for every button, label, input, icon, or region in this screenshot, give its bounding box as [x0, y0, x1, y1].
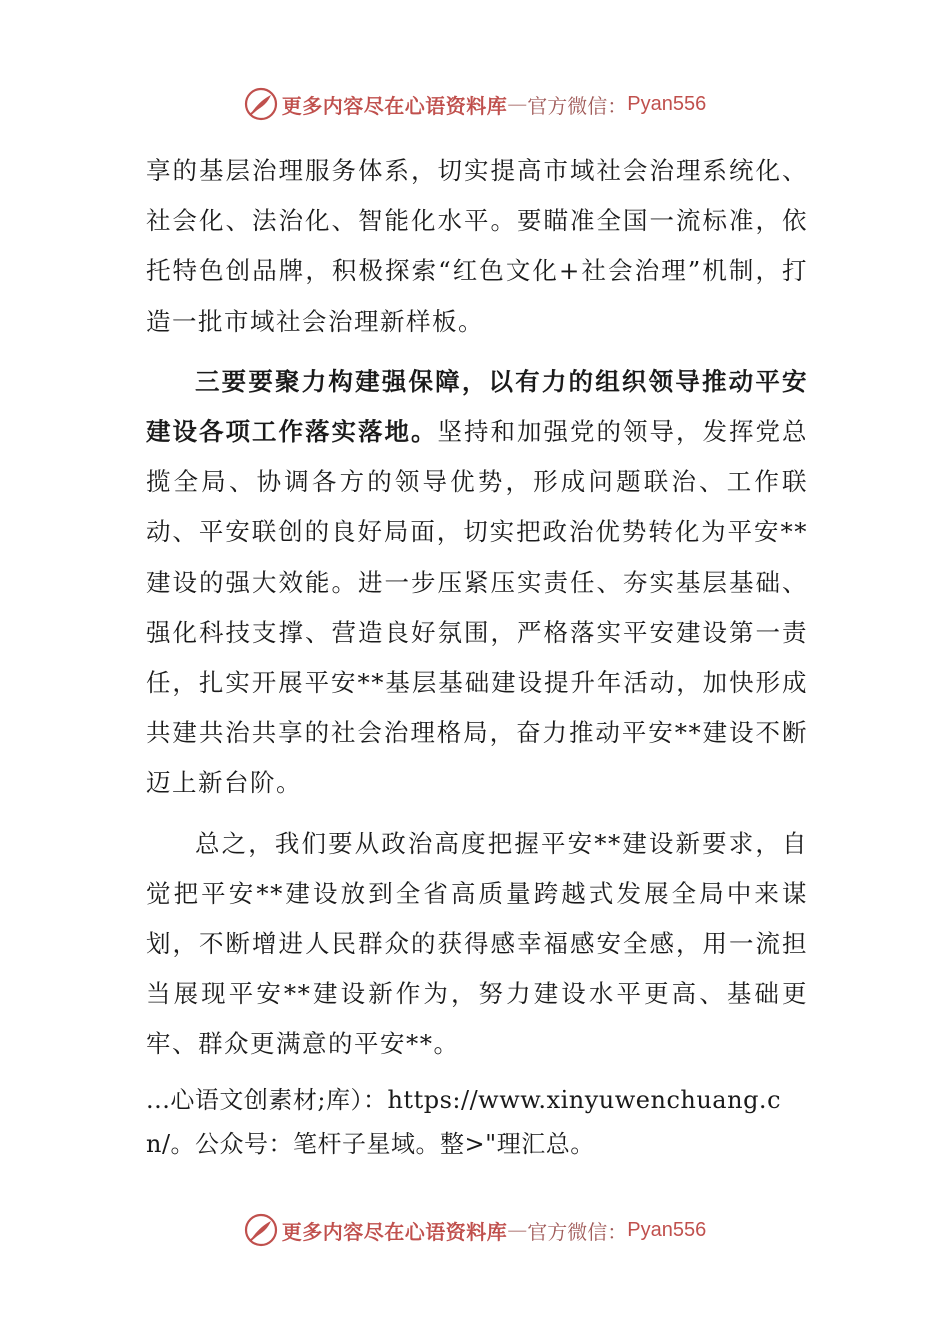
paragraph-point-three	[146, 357, 808, 809]
banner-official-label: 官方微信：	[527, 93, 628, 118]
quill-logo-icon	[244, 1213, 278, 1247]
banner-main-text: 更多内容尽在心语资料库	[281, 1219, 508, 1244]
banner-separator: —	[507, 92, 528, 116]
footer-banner	[0, 1210, 950, 1250]
paragraph-continuation: 享的基层治理服务体系，切实提高市域社会治理系统化、社会化、法治化、智能化水平。要瞄准全国一流标准，依托特色创品牌，积极探索“红色文化+社会治理”机制，打造一批市域社会治理新样板。	[146, 156, 808, 336]
point-three-heading: 三要要聚力构建强保障，以有力的组织领导推动平安建设各项工作落实落地。	[146, 366, 808, 447]
point-three-body: 坚持和加强党的领导，发挥党总揽全局、协调各方的领导优势，形成问题联治、工作联动、平安联创的良好局面，切实把政治优势转化为平安**建设的强大效能。进一步压紧压实责任、夯实基层基础、强化科技支撑、营造良好氛围，严格落实平安建设第一责任，扎实开展平安**基层基础建设提升年活动，加快形成共建共治共享的社会治理格局，奋力推动平安**建设不断迈上新台阶。	[146, 417, 808, 798]
header-banner	[0, 84, 950, 124]
banner-wechat-id: Pyan556	[627, 92, 707, 115]
banner-main-text: 更多内容尽在心语资料库	[281, 93, 508, 118]
banner-separator: —	[507, 1218, 528, 1242]
quill-logo-icon	[244, 87, 278, 121]
banner-wechat-id: Pyan556	[627, 1218, 707, 1241]
source-note: ...心语文创素材;库）：https://www.xinyuwenchuang.cn/。公众号：笔杆子星域。整>"理汇总。	[146, 1085, 782, 1158]
document-body	[146, 146, 808, 1166]
paragraph-conclusion: 总之，我们要从政治高度把握平安**建设新要求，自觉把平安**建设放到全省高质量跨越式发展全局中来谋划，不断增进人民群众的获得感幸福感安全感，用一流担当展现平安**建设新作为，努力建设水平更高、基础更牢、群众更满意的平安**。	[146, 828, 808, 1059]
banner-official-label: 官方微信：	[527, 1219, 628, 1244]
